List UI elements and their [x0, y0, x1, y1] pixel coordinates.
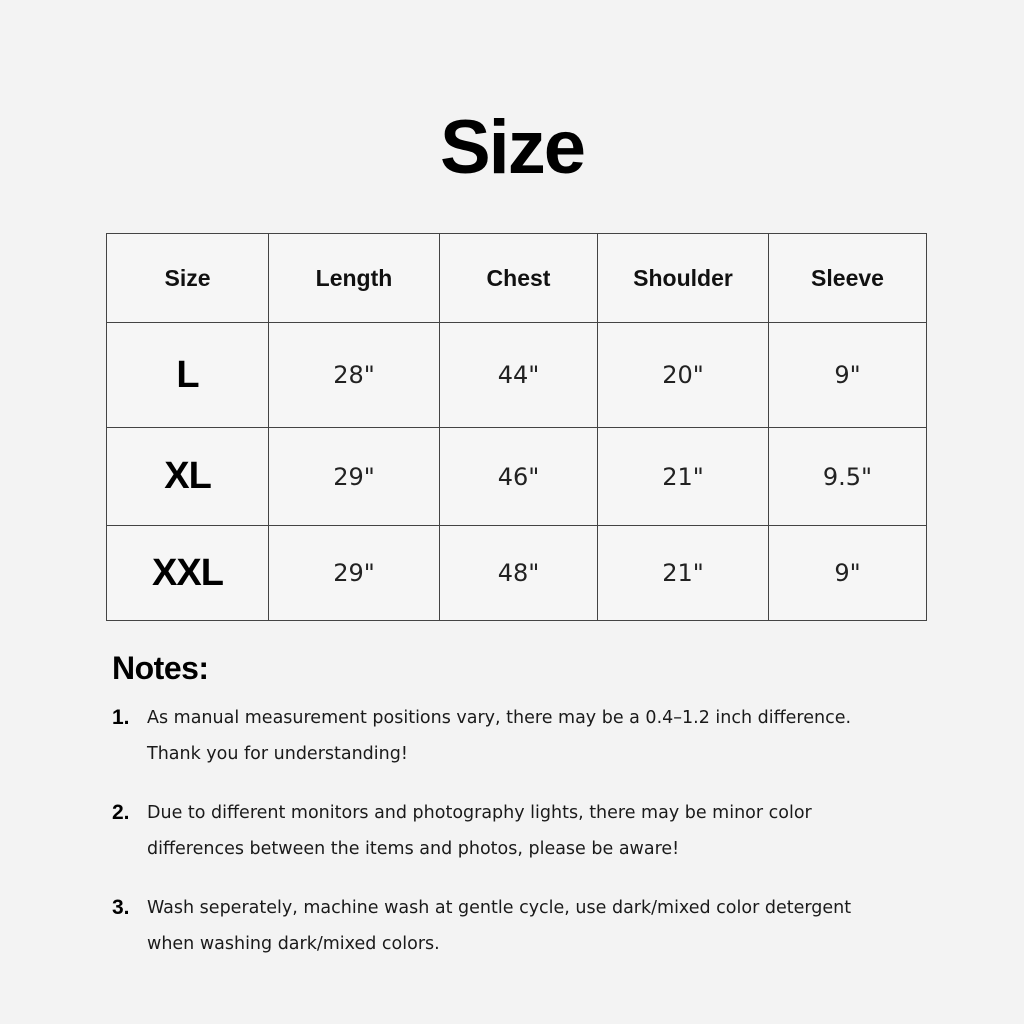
notes-heading: Notes:: [112, 650, 209, 686]
note-item: [112, 700, 912, 772]
size-label: XXL: [107, 526, 269, 621]
note-text: [147, 700, 851, 772]
length-value: 29": [269, 428, 440, 526]
shoulder-value: 21": [598, 428, 769, 526]
size-label: XL: [107, 428, 269, 526]
note-text: [147, 890, 851, 962]
note-item: [112, 795, 912, 867]
sleeve-value: 9": [769, 323, 927, 428]
table-row: [107, 323, 927, 428]
table-row: [107, 428, 927, 526]
sleeve-value: 9": [769, 526, 927, 621]
note-line: Thank you for understanding!: [147, 744, 408, 764]
size-label: L: [107, 323, 269, 428]
table-header-row: [107, 234, 927, 323]
note-number: 3.: [112, 896, 130, 919]
note-line: As manual measurement positions vary, there may be a 0.4–1.2 inch difference.: [147, 708, 852, 728]
length-value: 28": [269, 323, 440, 428]
length-value: 29": [269, 526, 440, 621]
header-sleeve: Sleeve: [769, 234, 927, 323]
chest-value: 46": [440, 428, 598, 526]
note-line: Due to different monitors and photography lights, there may be minor color: [147, 803, 812, 823]
note-number: 2.: [112, 801, 130, 824]
header-chest: Chest: [440, 234, 598, 323]
sleeve-value: 9.5": [769, 428, 927, 526]
header-size: Size: [107, 234, 269, 323]
shoulder-value: 21": [598, 526, 769, 621]
chest-value: 48": [440, 526, 598, 621]
table-row: [107, 526, 927, 621]
note-line: when washing dark/mixed colors.: [147, 934, 440, 954]
note-item: [112, 890, 912, 962]
note-line: differences between the items and photos, please be aware!: [147, 839, 680, 859]
header-shoulder: Shoulder: [598, 234, 769, 323]
note-number: 1.: [112, 706, 130, 729]
header-length: Length: [269, 234, 440, 323]
page-title: Size: [439, 105, 585, 190]
size-chart-table: [106, 233, 927, 621]
note-line: Wash seperately, machine wash at gentle cycle, use dark/mixed color detergent: [147, 898, 852, 918]
chest-value: 44": [440, 323, 598, 428]
shoulder-value: 20": [598, 323, 769, 428]
notes-list: [112, 700, 912, 985]
note-text: [147, 795, 812, 867]
